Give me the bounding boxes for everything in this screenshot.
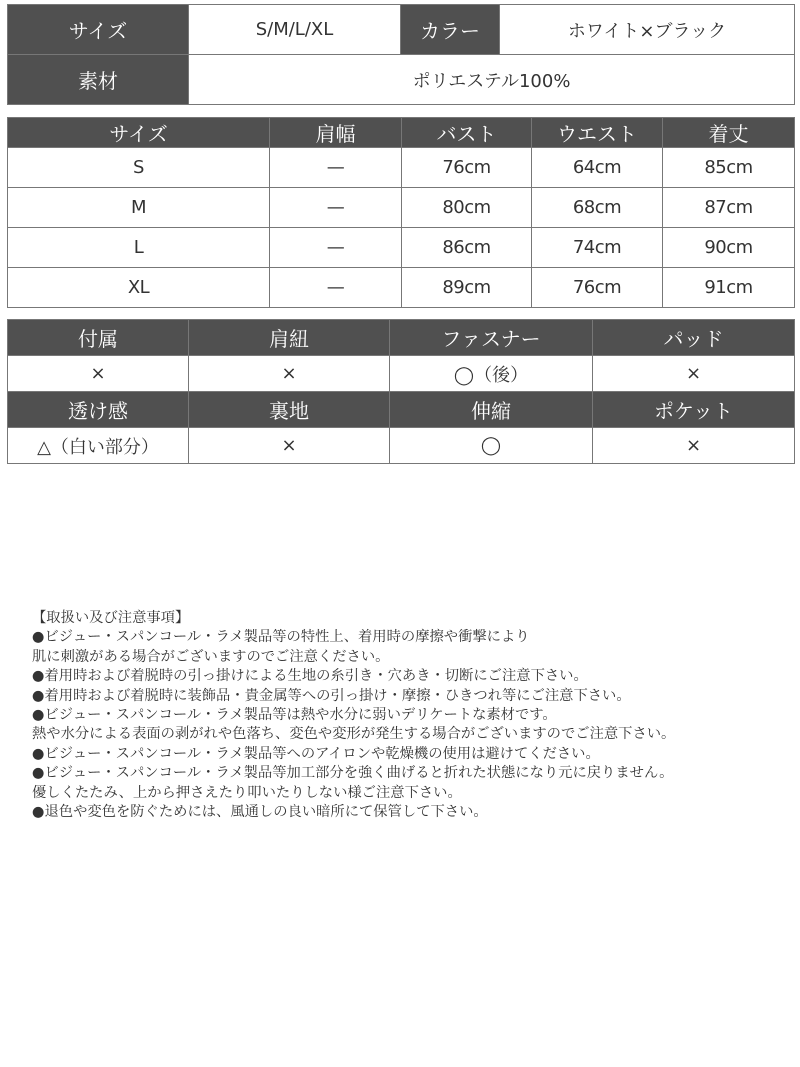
header-length: 着丈	[663, 118, 795, 148]
notes-line: ●退色や変色を防ぐためには、風通しの良い暗所にて保管して下さい。	[32, 804, 488, 821]
feature-value-row	[8, 356, 795, 392]
spec-row-material	[8, 55, 795, 105]
size-value: S/M/L/XL	[189, 5, 401, 55]
feature-header-row	[8, 320, 795, 356]
notes-line: 優しくたたみ、上から押さえたり叩いたりしない様ご注意下さい。	[32, 784, 462, 801]
waist-cell: 68cm	[532, 188, 663, 228]
size-cell: XL	[8, 268, 270, 308]
length-cell: 90cm	[663, 228, 795, 268]
notes-line: ●ビジュー・スパンコール・ラメ製品等へのアイロンや乾燥機の使用は避けてください。	[32, 745, 600, 762]
material-value: ポリエステル100%	[189, 55, 795, 105]
notes-line: ●着用時および着脱時の引っ掛けによる生地の糸引き・穴あき・切断にご注意下さい。	[32, 668, 588, 685]
waist-cell: 74cm	[532, 228, 663, 268]
feature-value-row	[8, 428, 795, 464]
header-waist: ウエスト	[532, 118, 663, 148]
notes-line: 肌に刺激がある場合がございますのでご注意ください。	[32, 648, 390, 665]
pad-value: ×	[593, 356, 795, 392]
pad-label: パッド	[593, 320, 795, 356]
table-row	[8, 188, 795, 228]
zipper-label: ファスナー	[390, 320, 593, 356]
notes-line: ●ビジュー・スパンコール・ラメ製品等は熱や水分に弱いデリケートな素材です。	[32, 707, 557, 724]
strap-value: ×	[189, 356, 390, 392]
bust-cell: 76cm	[402, 148, 532, 188]
shoulder-cell: —	[270, 188, 402, 228]
waist-cell: 64cm	[532, 148, 663, 188]
feature-table	[7, 319, 795, 464]
spec-row-size-color	[8, 5, 795, 55]
accessories-label: 付属	[8, 320, 189, 356]
sheerness-label: 透け感	[8, 392, 189, 428]
stretch-value: ◯	[390, 428, 593, 464]
bust-cell: 80cm	[402, 188, 532, 228]
shoulder-cell: —	[270, 148, 402, 188]
length-cell: 87cm	[663, 188, 795, 228]
header-bust: バスト	[402, 118, 532, 148]
notes-line: ●着用時および着脱時に装飾品・貴金属等への引っ掛け・摩擦・ひきつれ等にご注意下さい。	[32, 687, 631, 704]
feature-header-row	[8, 392, 795, 428]
color-value: ホワイト×ブラック	[500, 5, 795, 55]
shoulder-cell: —	[270, 268, 402, 308]
sheerness-value: △（白い部分）	[8, 428, 189, 464]
size-chart-header	[8, 118, 795, 148]
table-row	[8, 228, 795, 268]
pocket-label: ポケット	[593, 392, 795, 428]
size-cell: L	[8, 228, 270, 268]
shoulder-cell: —	[270, 228, 402, 268]
pocket-value: ×	[593, 428, 795, 464]
size-cell: M	[8, 188, 270, 228]
notes-line: ●ビジュー・スパンコール・ラメ製品等の特性上、着用時の摩擦や衝撃により	[32, 629, 530, 646]
stretch-label: 伸縮	[390, 392, 593, 428]
notes-line: ●ビジュー・スパンコール・ラメ製品等加工部分を強く曲げると折れた状態になり元に戻りません。	[32, 765, 674, 782]
length-cell: 91cm	[663, 268, 795, 308]
header-shoulder: 肩幅	[270, 118, 402, 148]
notes-heading: 【取扱い及び注意事項】	[32, 610, 190, 626]
strap-label: 肩紐	[189, 320, 390, 356]
size-cell: S	[8, 148, 270, 188]
header-size: サイズ	[8, 118, 270, 148]
waist-cell: 76cm	[532, 268, 663, 308]
zipper-value: ◯（後）	[390, 356, 593, 392]
accessories-value: ×	[8, 356, 189, 392]
care-notes	[32, 609, 792, 822]
spec-table	[7, 4, 795, 105]
size-chart-table	[7, 117, 795, 308]
lining-value: ×	[189, 428, 390, 464]
material-label: 素材	[8, 55, 189, 105]
lining-label: 裏地	[189, 392, 390, 428]
color-label: カラー	[401, 5, 500, 55]
table-row	[8, 268, 795, 308]
size-label: サイズ	[8, 5, 189, 55]
bust-cell: 86cm	[402, 228, 532, 268]
bust-cell: 89cm	[402, 268, 532, 308]
table-row	[8, 148, 795, 188]
notes-line: 熱や水分による表面の剥がれや色落ち、変色や変形が発生する場合がございますのでご注意下さい。	[32, 726, 676, 743]
length-cell: 85cm	[663, 148, 795, 188]
